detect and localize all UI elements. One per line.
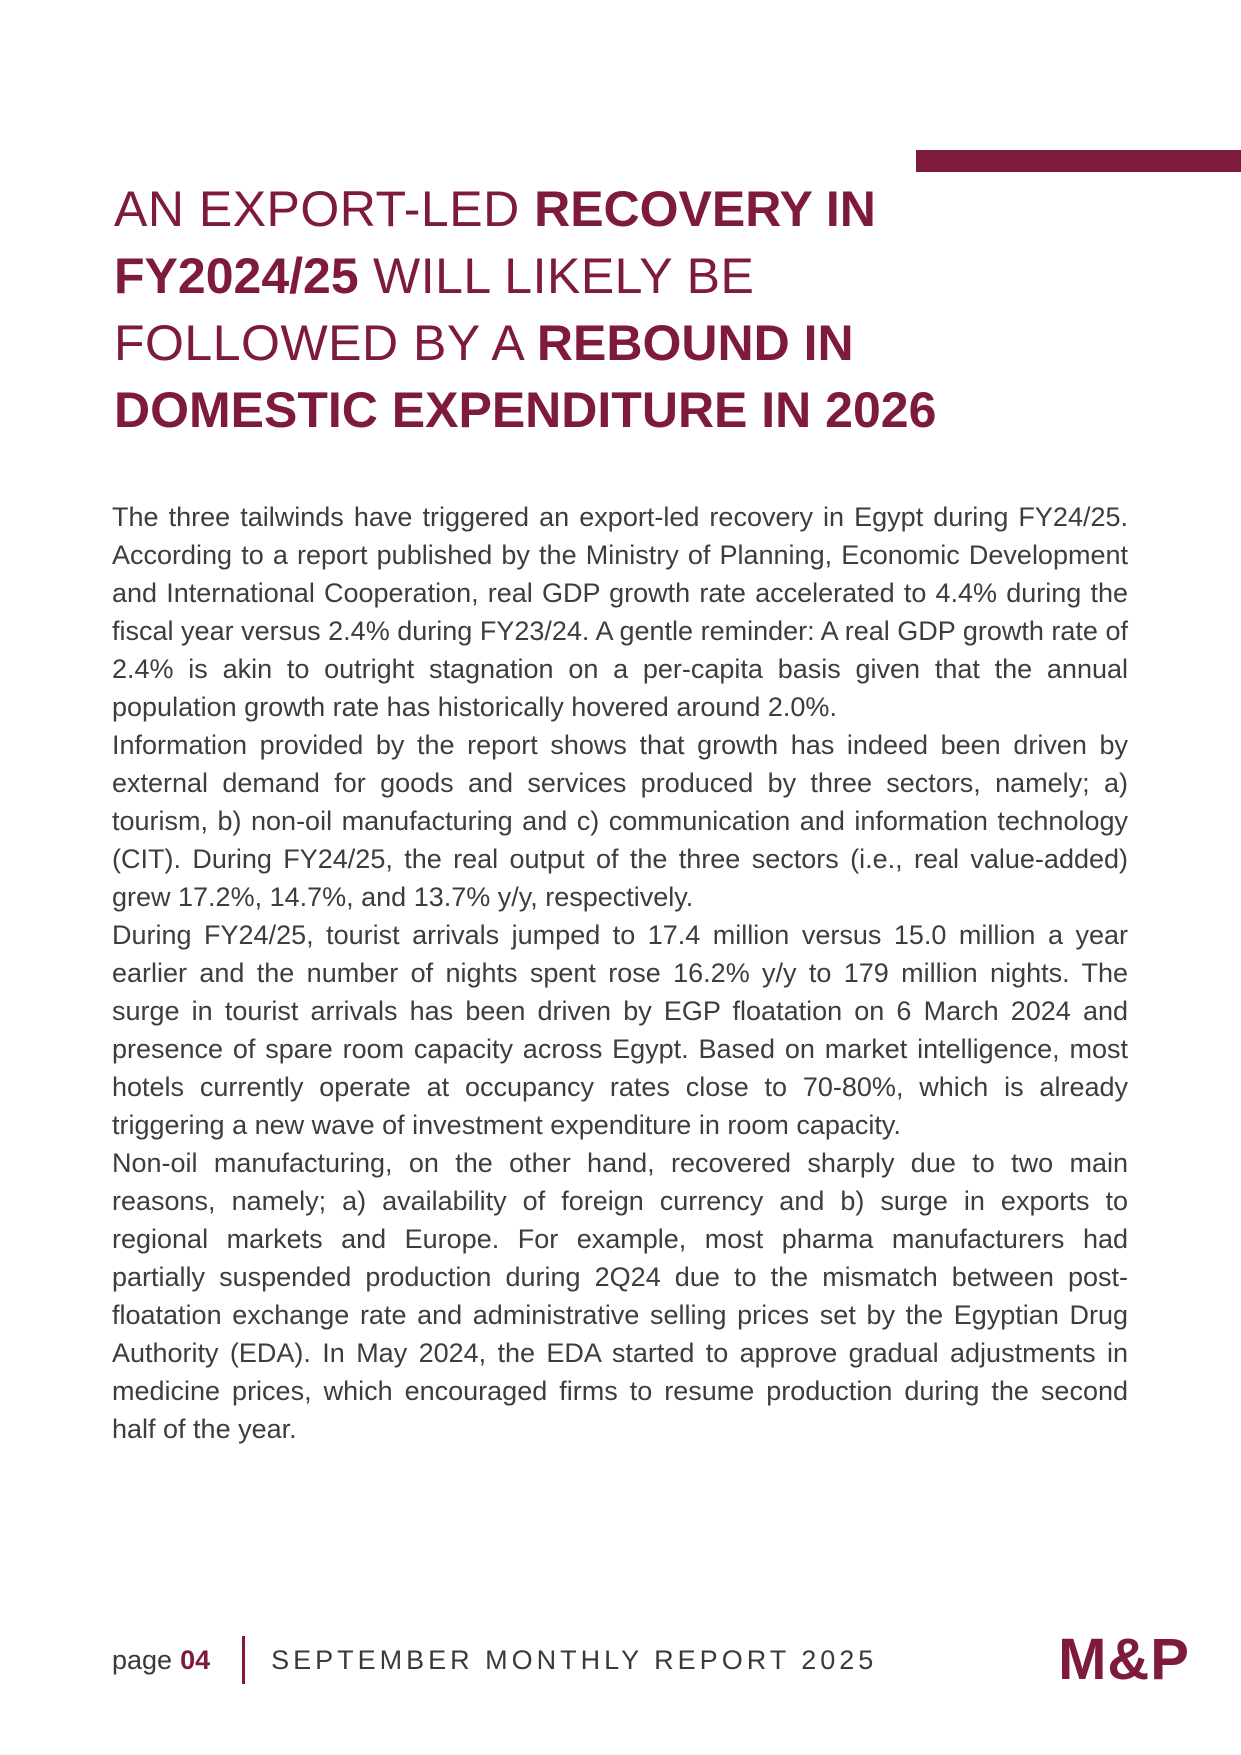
paragraph-gdp-growth: The three tailwinds have triggered an export-led recovery in Egypt during FY24/25. According to a report published by the Ministry of Planning, Economic Development and International Cooperation, real GDP growth rate accelerated to 4.4% during the fiscal year versus 2.4% during FY23/24. A gentle reminder: A real GDP growth rate of 2.4% is akin to outright stagnation on a per-capita basis given that the annual population growth rate has historically hovered around 2.0%. (112, 502, 1128, 722)
footer-divider (242, 1636, 245, 1684)
page-footer (112, 1627, 1190, 1692)
article-body (112, 498, 1128, 1448)
page-title-line-1 (114, 176, 1094, 243)
paragraph-non-oil-manufacturing: Non-oil manufacturing, on the other hand, recovered sharply due to two main reasons, namely; a) availability of foreign currency and b) surge in exports to regional markets and Europe. For example, most pharma manufacturers had partially suspended production during 2Q24 due to the mismatch between post-floatation exchange rate and administrative selling prices set by the Egyptian Drug Authority (EDA). In May 2024, the EDA started to approve gradual adjustments in medicine prices, which encouraged firms to resume production during the second half of the year. (112, 1148, 1128, 1444)
page-title-line-2 (114, 243, 1094, 310)
page-label: page (112, 1644, 173, 1675)
page-number: 04 (180, 1644, 211, 1675)
company-logo: M&P (1058, 1627, 1190, 1692)
title-segment-bold: REBOUND IN (536, 315, 854, 371)
paragraph-three-sectors: Information provided by the report shows that growth has indeed been driven by external demand for goods and services produced by three sectors, namely; a) tourism, b) non-oil manufacturing and c) communication and information technology (CIT). During FY24/25, the real output of the three sectors (i.e., real value-added) grew 17.2%, 14.7%, and 13.7% y/y, respectively. (112, 730, 1128, 912)
report-title: SEPTEMBER MONTHLY REPORT 2025 (271, 1644, 878, 1675)
paragraph-tourism: During FY24/25, tourist arrivals jumped to 17.4 million versus 15.0 million a year earlier and the number of nights spent rose 16.2% y/y to 179 million nights. The surge in tourist arrivals has been driven by EGP floatation on 6 March 2024 and presence of spare room capacity across Egypt. Based on market intelligence, most hotels currently operate at occupancy rates close to 70-80%, which is already triggering a new wave of investment expenditure in room capacity. (112, 920, 1128, 1140)
title-segment: AN EXPORT-LED (114, 181, 535, 237)
page-title (114, 176, 1094, 444)
title-segment-bold: DOMESTIC EXPENDITURE IN 2026 (114, 382, 937, 438)
title-segment-bold: RECOVERY IN (534, 181, 876, 237)
page-title-line-4 (114, 377, 1094, 444)
title-segment-bold: FY2024/25 (114, 248, 359, 304)
title-segment: WILL LIKELY BE (358, 248, 755, 304)
page-title-line-3 (114, 310, 1094, 377)
title-segment: FOLLOWED BY A (114, 315, 537, 371)
accent-bar (916, 150, 1241, 172)
